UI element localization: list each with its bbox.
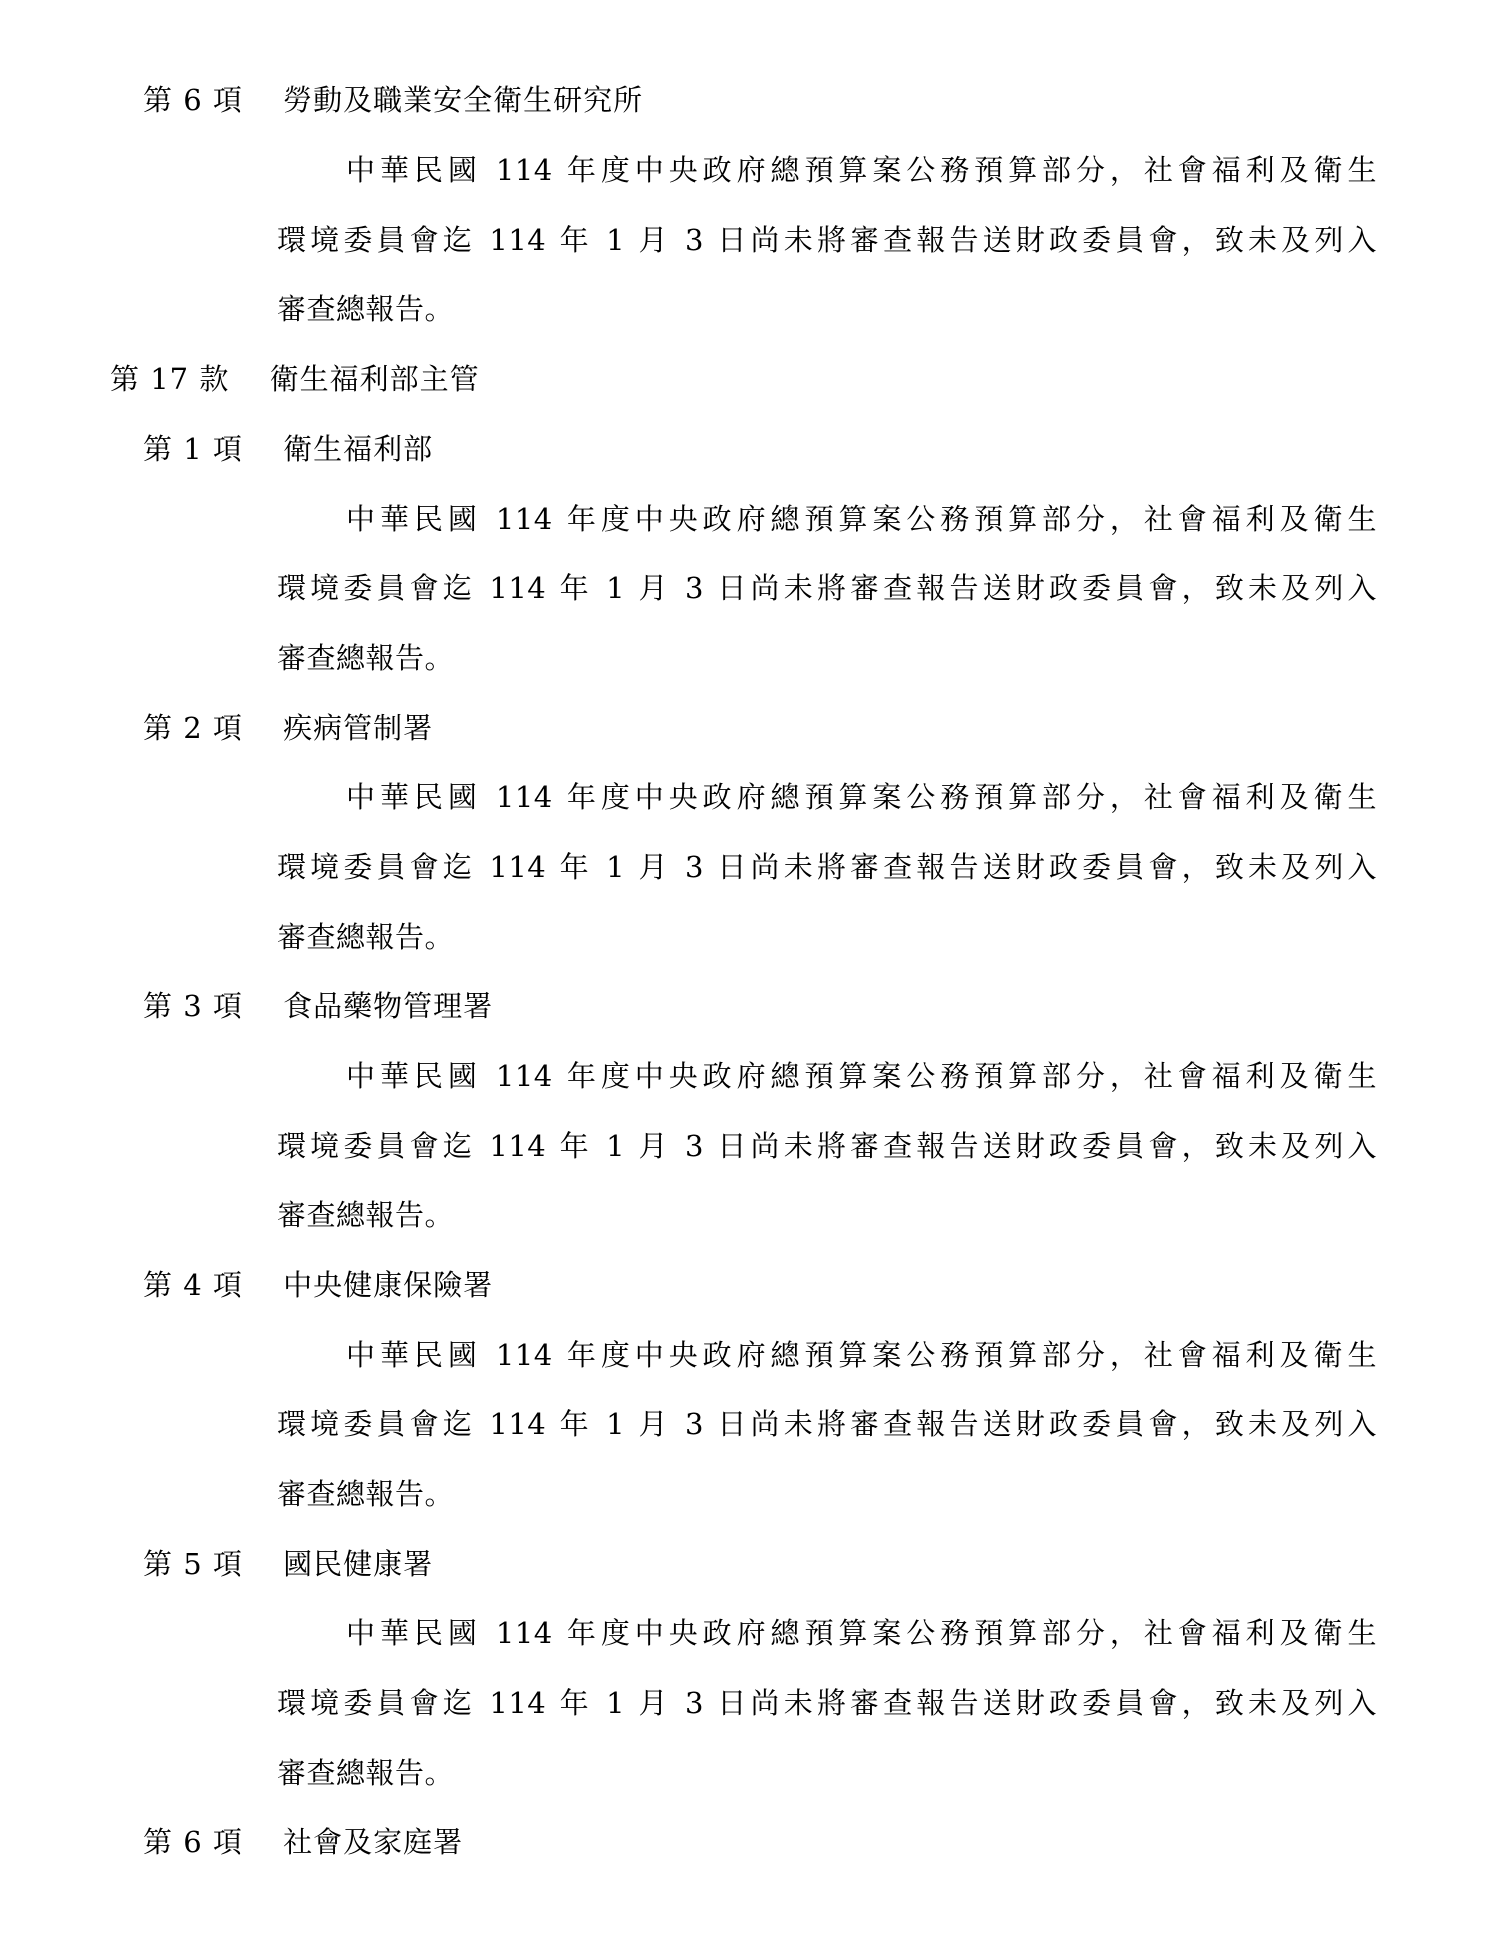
item-number: 第 4 項: [143, 1268, 243, 1302]
paragraph-line: 中華民國 114 年度中央政府總預算案公務預算部分，社會福利及衛生: [346, 1059, 1377, 1093]
paragraph-line: 環境委員會迄 114 年 1 月 3 日尚未將審查報告送財政委員會，致未及列入: [277, 850, 1377, 884]
item-heading: [143, 708, 433, 748]
paragraph-line: 中華民國 114 年度中央政府總預算案公務預算部分，社會福利及衛生: [346, 1616, 1377, 1650]
item-title: 衛生福利部: [283, 432, 434, 466]
paragraph-line: 中華民國 114 年度中央政府總預算案公務預算部分，社會福利及衛生: [346, 1338, 1377, 1372]
paragraph-line: 審查總報告。: [277, 1198, 455, 1232]
item-heading: [143, 1265, 493, 1305]
paragraph-line: 環境委員會迄 114 年 1 月 3 日尚未將審查報告送財政委員會，致未及列入: [277, 1686, 1377, 1720]
item-number: 第 1 項: [143, 432, 243, 466]
item-heading: [143, 1822, 463, 1862]
paragraph-line: 中華民國 114 年度中央政府總預算案公務預算部分，社會福利及衛生: [346, 153, 1377, 187]
item-number: 第 6 項: [143, 83, 243, 117]
item-heading: [143, 1544, 433, 1584]
item-heading: [143, 429, 433, 469]
item-title: 疾病管制署: [283, 711, 434, 745]
paragraph-line: 審查總報告。: [277, 920, 455, 954]
paragraph-line: 中華民國 114 年度中央政府總預算案公務預算部分，社會福利及衛生: [346, 780, 1377, 814]
item-number: 第 6 項: [143, 1825, 243, 1859]
item-title: 國民健康署: [283, 1547, 434, 1581]
paragraph-line: 審查總報告。: [277, 641, 455, 675]
item-number: 第 5 項: [143, 1547, 243, 1581]
item-number: 第 3 項: [143, 989, 243, 1023]
section-title: 衛生福利部主管: [269, 362, 480, 396]
paragraph-line: 審查總報告。: [277, 1756, 455, 1790]
item-title: 社會及家庭署: [283, 1825, 464, 1859]
item-title: 勞動及職業安全衛生研究所: [283, 83, 644, 117]
paragraph-line: 環境委員會迄 114 年 1 月 3 日尚未將審查報告送財政委員會，致未及列入: [277, 1129, 1377, 1163]
paragraph-line: 審查總報告。: [277, 1477, 455, 1511]
paragraph-line: 環境委員會迄 114 年 1 月 3 日尚未將審查報告送財政委員會，致未及列入: [277, 1407, 1377, 1441]
paragraph-line: 環境委員會迄 114 年 1 月 3 日尚未將審查報告送財政委員會，致未及列入: [277, 223, 1377, 257]
item-heading: [143, 986, 493, 1026]
paragraph-line: 中華民國 114 年度中央政府總預算案公務預算部分，社會福利及衛生: [346, 502, 1377, 536]
section-heading: [110, 359, 480, 399]
item-heading: [143, 80, 643, 120]
item-title: 中央健康保險署: [283, 1268, 494, 1302]
item-title: 食品藥物管理署: [283, 989, 494, 1023]
section-number: 第 17 款: [110, 362, 230, 396]
paragraph-line: 審查總報告。: [277, 292, 455, 326]
item-number: 第 2 項: [143, 711, 243, 745]
paragraph-line: 環境委員會迄 114 年 1 月 3 日尚未將審查報告送財政委員會，致未及列入: [277, 571, 1377, 605]
